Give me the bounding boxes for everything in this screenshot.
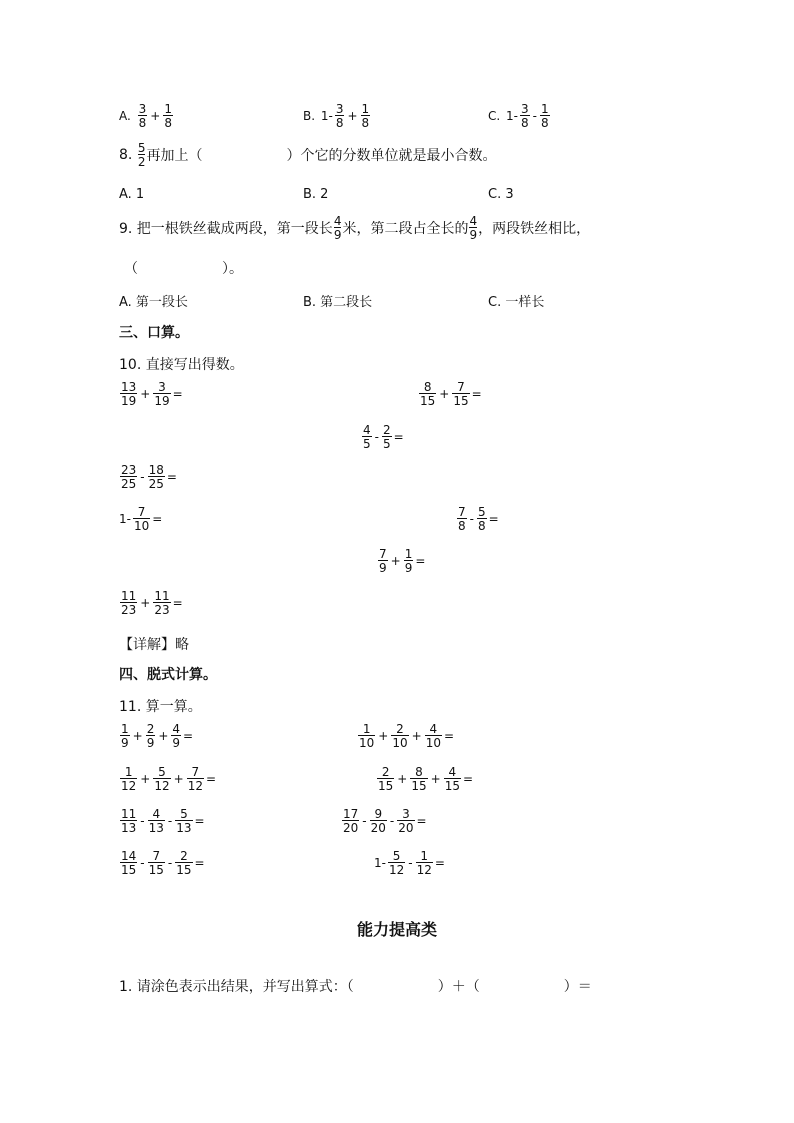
q10-expression-6: $\frac{7}{8}$ - $\frac{5}{8}$ =	[458, 505, 499, 533]
q11-expression-8: 1- $\frac{5}{12}$ - $\frac{1}{12}$ =	[374, 849, 445, 877]
q11-expression-4: $\frac{2}{15}$ + $\frac{8}{15}$ + $\frac{4}{15}$ =	[378, 765, 474, 793]
question-text: 再加上（ ）个它的分数单位就是最小合数。	[146, 148, 497, 164]
fraction: $\frac{1}{8}$	[540, 102, 549, 130]
q7-option-a[interactable]	[119, 103, 174, 129]
q10-expression-4: $\frac{23}{25}$ - $\frac{18}{25}$ =	[121, 463, 177, 491]
answer-blank[interactable]: （ ）。	[124, 261, 243, 277]
fraction: $\frac{3}{8}$	[335, 102, 344, 130]
question-number: 8.	[119, 147, 133, 163]
q10-expression-8: $\frac{11}{23}$ + $\frac{11}{23}$ =	[121, 589, 183, 617]
section-title: 能力提高类	[356, 920, 437, 939]
q11-expression-5: $\frac{11}{13}$ - $\frac{4}{13}$ - $\frac{5}{13}$ =	[121, 807, 205, 835]
option-label: A.	[119, 109, 131, 123]
prefix: 1-	[506, 109, 518, 123]
fraction: 4 9	[333, 214, 342, 242]
problem-1: 1. 请涂色表示出结果，并写出算式：（ ）＋（ ）＝	[119, 979, 592, 995]
prefix: 1-	[320, 109, 333, 123]
fraction: 4 9	[469, 214, 478, 242]
question-11-title: 11. 算一算。	[119, 699, 202, 715]
q8-option-c[interactable]: C. 3	[488, 187, 514, 202]
question-text: ，两段铁丝相比，	[478, 221, 591, 237]
q11-expression-7: $\frac{14}{15}$ - $\frac{7}{15}$ - $\frac{2}{15}$ =	[121, 849, 205, 877]
fraction: $\frac{1}{8}$	[361, 102, 370, 130]
question-text: 9. 把一根铁丝截成两段，第一段长	[119, 221, 333, 237]
option-label: C.	[488, 109, 501, 123]
operator: +	[150, 109, 161, 123]
question-10-title: 10. 直接写出得数。	[119, 357, 244, 373]
question-9	[119, 215, 590, 241]
q9-option-b[interactable]: B. 第二段长	[303, 295, 373, 310]
q11-expression-6: $\frac{17}{20}$ - $\frac{9}{20}$ - $\frac{3}{20}$ =	[343, 807, 427, 835]
q10-expression-7: $\frac{7}{9}$ + $\frac{1}{9}$ =	[379, 547, 426, 575]
q10-expression-3: $\frac{4}{5}$ - $\frac{2}{5}$ =	[363, 423, 404, 451]
fraction: $\frac{1}{8}$	[164, 102, 172, 130]
answer-detail: 【详解】略	[119, 637, 189, 653]
fraction: $\frac{3}{8}$	[521, 102, 529, 130]
q11-expression-3: $\frac{1}{12}$ + $\frac{5}{12}$ + $\frac{7}{12}$ =	[121, 765, 217, 793]
fraction: $\frac{3}{8}$	[138, 102, 147, 130]
section-heading: 四、脱式计算。	[119, 667, 217, 683]
q9-option-a[interactable]: A. 第一段长	[119, 295, 188, 310]
q9-option-c[interactable]: C. 一样长	[488, 295, 545, 310]
q10-expression-1: $\frac{13}{19}$ + $\frac{3}{19}$ =	[121, 380, 183, 408]
q10-expression-2: $\frac{8}{15}$ + $\frac{7}{15}$ =	[420, 380, 482, 408]
q8-option-b[interactable]: B. 2	[303, 187, 329, 202]
q8-option-a[interactable]: A. 1	[119, 187, 145, 202]
q7-option-b[interactable]	[303, 103, 371, 129]
option-label: B.	[303, 109, 316, 123]
fraction: 5 2	[137, 141, 146, 169]
question-8	[119, 142, 496, 168]
q7-option-c[interactable]	[488, 103, 551, 129]
operator: -	[532, 109, 537, 123]
q11-expression-2: $\frac{1}{10}$ + $\frac{2}{10}$ + $\frac{4}{10}$ =	[359, 722, 455, 750]
operator: +	[347, 109, 358, 123]
section-heading: 三、口算。	[119, 325, 189, 341]
q10-expression-5: 1- $\frac{7}{10}$ =	[119, 505, 163, 533]
q11-expression-1: $\frac{1}{9}$ + $\frac{2}{9}$ + $\frac{4}{9}$ =	[121, 722, 194, 750]
question-text: 米，第二段占全长的	[342, 221, 469, 237]
